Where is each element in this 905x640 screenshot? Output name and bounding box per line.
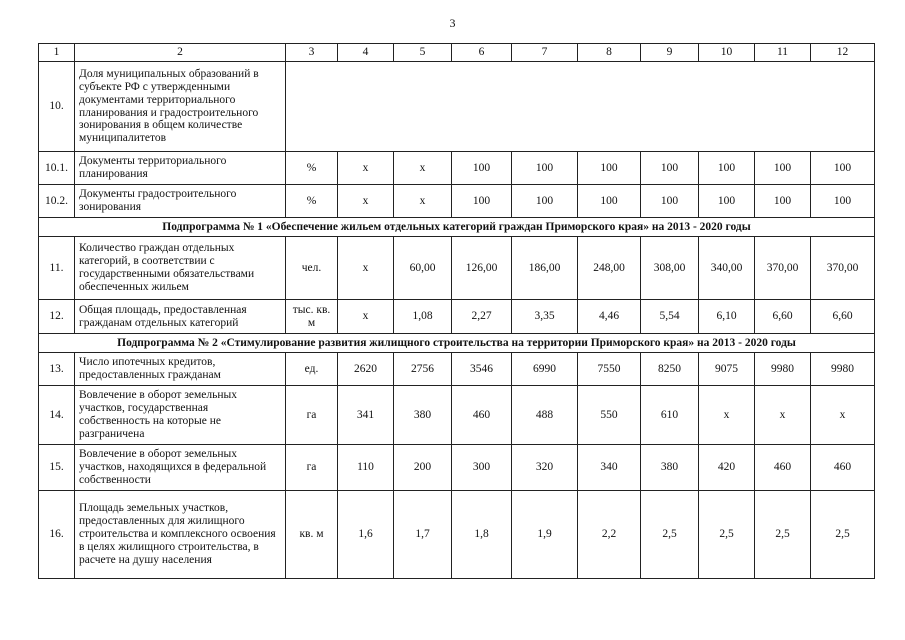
value-cell: 100	[512, 185, 578, 218]
value-cell: х	[338, 152, 394, 185]
table-row-12	[39, 300, 875, 334]
value-cell: 2,5	[811, 491, 875, 579]
value-cell: 6,10	[699, 300, 755, 334]
unit-cell: %	[286, 185, 338, 218]
unit-cell: %	[286, 152, 338, 185]
table-row-14	[39, 386, 875, 445]
row-description: Доля муниципальных образований в субъекте РФ с утвержденными документами территориального планирования и градостроительного зонирования в общем количестве муниципалитетов	[75, 62, 286, 152]
value-cell: 100	[811, 152, 875, 185]
value-cell: х	[338, 185, 394, 218]
value-cell: 100	[641, 152, 699, 185]
header-cell: 9	[641, 44, 699, 62]
value-cell: 100	[578, 152, 641, 185]
header-cell: 5	[394, 44, 452, 62]
row-number: 15.	[39, 445, 75, 491]
value-cell: х	[394, 185, 452, 218]
value-cell: х	[699, 386, 755, 445]
value-cell: х	[338, 237, 394, 300]
table-row-10-1	[39, 152, 875, 185]
unit-cell: ед.	[286, 353, 338, 386]
value-cell: 2756	[394, 353, 452, 386]
value-cell: 9980	[755, 353, 811, 386]
value-cell: х	[338, 300, 394, 334]
page-number: 3	[449, 16, 456, 30]
value-cell: 420	[699, 445, 755, 491]
value-cell: 7550	[578, 353, 641, 386]
value-cell: 308,00	[641, 237, 699, 300]
section-title: Подпрограмма № 1 «Обеспечение жильем отдельных категорий граждан Приморского края» на 2013 - 2020 годы	[39, 218, 875, 237]
value-cell: 488	[512, 386, 578, 445]
value-cell: 3546	[452, 353, 512, 386]
value-cell: 2,5	[699, 491, 755, 579]
indicators-table	[38, 43, 875, 579]
empty-span-cell	[286, 62, 875, 152]
value-cell: 370,00	[755, 237, 811, 300]
value-cell: х	[394, 152, 452, 185]
value-cell: 100	[452, 152, 512, 185]
unit-cell: чел.	[286, 237, 338, 300]
row-description: Вовлечение в оборот земельных участков, государственная собственность на которые не разграничена	[75, 386, 286, 445]
row-number: 12.	[39, 300, 75, 334]
header-cell: 6	[452, 44, 512, 62]
value-cell: 320	[512, 445, 578, 491]
unit-cell: га	[286, 386, 338, 445]
value-cell: 2,27	[452, 300, 512, 334]
value-cell: 341	[338, 386, 394, 445]
row-number: 10.1.	[39, 152, 75, 185]
value-cell: 6990	[512, 353, 578, 386]
value-cell: 100	[755, 152, 811, 185]
value-cell: 1,9	[512, 491, 578, 579]
value-cell: 2,2	[578, 491, 641, 579]
value-cell: х	[755, 386, 811, 445]
value-cell: 100	[641, 185, 699, 218]
row-description: Документы территориального планирования	[75, 152, 286, 185]
row-number: 10.	[39, 62, 75, 152]
header-row	[39, 44, 875, 62]
value-cell: 100	[452, 185, 512, 218]
row-description: Число ипотечных кредитов, предоставленных гражданам	[75, 353, 286, 386]
value-cell: 550	[578, 386, 641, 445]
row-description: Количество граждан отдельных категорий, в соответствии с государственными обязательствами обеспеченных жильем	[75, 237, 286, 300]
unit-cell: тыс. кв. м	[286, 300, 338, 334]
row-number: 10.2.	[39, 185, 75, 218]
value-cell: 248,00	[578, 237, 641, 300]
section-header-row	[39, 218, 875, 237]
row-description: Вовлечение в оборот земельных участков, находящихся в федеральной собственности	[75, 445, 286, 491]
section-header-row	[39, 334, 875, 353]
value-cell: 340,00	[699, 237, 755, 300]
header-cell: 2	[75, 44, 286, 62]
row-description: Общая площадь, предоставленная гражданам отдельных категорий	[75, 300, 286, 334]
value-cell: 1,8	[452, 491, 512, 579]
row-number: 11.	[39, 237, 75, 300]
value-cell: 3,35	[512, 300, 578, 334]
value-cell: 1,08	[394, 300, 452, 334]
value-cell: 2,5	[755, 491, 811, 579]
value-cell: 460	[811, 445, 875, 491]
value-cell: 6,60	[755, 300, 811, 334]
value-cell: 380	[641, 445, 699, 491]
value-cell: 2620	[338, 353, 394, 386]
value-cell: 100	[755, 185, 811, 218]
row-number: 13.	[39, 353, 75, 386]
table-row-15	[39, 445, 875, 491]
header-cell: 8	[578, 44, 641, 62]
value-cell: 126,00	[452, 237, 512, 300]
value-cell: 610	[641, 386, 699, 445]
value-cell: 4,46	[578, 300, 641, 334]
value-cell: 100	[699, 152, 755, 185]
table-row-10	[39, 62, 875, 152]
value-cell: 9075	[699, 353, 755, 386]
value-cell: 100	[578, 185, 641, 218]
row-description: Документы градостроительного зонирования	[75, 185, 286, 218]
unit-cell: га	[286, 445, 338, 491]
value-cell: 100	[699, 185, 755, 218]
header-cell: 10	[699, 44, 755, 62]
value-cell: х	[811, 386, 875, 445]
value-cell: 340	[578, 445, 641, 491]
value-cell: 460	[755, 445, 811, 491]
value-cell: 100	[811, 185, 875, 218]
header-cell: 4	[338, 44, 394, 62]
row-number: 14.	[39, 386, 75, 445]
value-cell: 100	[512, 152, 578, 185]
table-row-13	[39, 353, 875, 386]
row-number: 16.	[39, 491, 75, 579]
unit-cell: кв. м	[286, 491, 338, 579]
row-description: Площадь земельных участков, предоставленных для жилищного строительства и комплексного освоения в целях жилищного строительства, в расчете на душу населения	[75, 491, 286, 579]
value-cell: 460	[452, 386, 512, 445]
header-cell: 11	[755, 44, 811, 62]
value-cell: 1,7	[394, 491, 452, 579]
table-row-11	[39, 237, 875, 300]
table-row-16	[39, 491, 875, 579]
header-cell: 3	[286, 44, 338, 62]
value-cell: 6,60	[811, 300, 875, 334]
value-cell: 200	[394, 445, 452, 491]
table-row-10-2	[39, 185, 875, 218]
section-title: Подпрограмма № 2 «Стимулирование развития жилищного строительства на территории Приморского края» на 2013 - 2020 годы	[39, 334, 875, 353]
header-cell: 7	[512, 44, 578, 62]
value-cell: 110	[338, 445, 394, 491]
value-cell: 186,00	[512, 237, 578, 300]
header-cell: 1	[39, 44, 75, 62]
value-cell: 380	[394, 386, 452, 445]
value-cell: 370,00	[811, 237, 875, 300]
value-cell: 2,5	[641, 491, 699, 579]
value-cell: 9980	[811, 353, 875, 386]
value-cell: 8250	[641, 353, 699, 386]
value-cell: 60,00	[394, 237, 452, 300]
value-cell: 5,54	[641, 300, 699, 334]
value-cell: 1,6	[338, 491, 394, 579]
value-cell: 300	[452, 445, 512, 491]
header-cell: 12	[811, 44, 875, 62]
